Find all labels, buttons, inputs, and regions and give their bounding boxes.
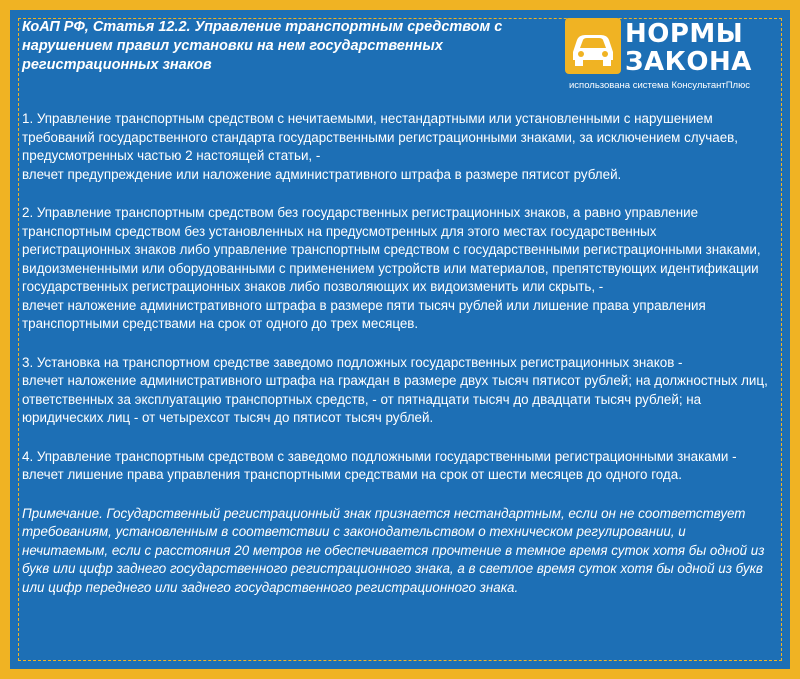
section-text: 1. Управление транспортным средством с нечитаемыми, нестандартными или установленными с нарушением требований государственного стандарта государственными регистрационными знаками, за исключением случаев, предусмотренных частью 2 настоящей статьи, - xyxy=(22,111,738,163)
note xyxy=(22,505,768,598)
car-icon xyxy=(565,18,621,74)
logo-line1: НОРМЫ xyxy=(625,19,744,49)
section-2 xyxy=(22,204,768,334)
section-4 xyxy=(22,448,768,485)
section-penalty: влечет наложение административного штрафа в размере пяти тысяч рублей или лишение права управления транспортными средствами на срок от одного до трех месяцев. xyxy=(22,297,706,331)
logo-subtitle: использована система КонсультантПлюс xyxy=(569,80,750,91)
section-text: 3. Установка на транспортном средстве заведомо подложных государственных регистрационных знаков - xyxy=(22,354,683,370)
section-text: 4. Управление транспортным средством с заведомо подложными государственными регистрационными знаками - xyxy=(22,448,737,464)
article-body xyxy=(22,110,768,597)
note-text: Примечание. Государственный регистрационный знак признается нестандартным, если он не соответствует требованиям, установленным в соответствии с законодательством о техническом регулировании, и нечитаемым, если с расстояния 20 метров не обеспечивается прочтение в темное время суток хотя бы одной из букв или цифр заднего государственного регистрационного знака, а в светлое время суток хотя бы одной из букв или цифр переднего или заднего государственного регистрационного знака. xyxy=(22,505,765,595)
article-title: КоАП РФ, Статья 12.2. Управление транспортным средством с нарушением правил установки на нем государственных регистрационных знаков xyxy=(22,19,503,73)
logo-line2: ЗАКОНА xyxy=(625,47,752,77)
section-penalty: влечет предупреждение или наложение административного штрафа в размере пятисот рублей. xyxy=(22,166,622,182)
section-3 xyxy=(22,354,768,428)
section-text: 2. Управление транспортным средством без государственных регистрационных знаков, а равно управление транспортным средством без установленных на предусмотренных для этого местах государственных регистрационных знаков либо управление транспортным средством с государственными регистрационными знаками, видоизмененными или оборудованными с применением устройств или материалов, препятствующих идентификации государственных регистрационных знаков либо позволяющих их видоизменить или скрыть, - xyxy=(22,205,761,294)
section-penalty: влечет лишение права управления транспортными средствами на срок от шести месяцев до одного года. xyxy=(22,467,682,482)
logo xyxy=(565,18,765,94)
section-1 xyxy=(22,110,768,184)
section-penalty: влечет наложение административного штрафа на граждан в размере двух тысяч пятисот рублей; на должностных лиц, ответственных за эксплуатацию транспортных средств, - от пятнадцати тысяч до двадцати тысяч рублей; на юридических лиц - от четырехсот тысяч до пятисот тысяч рублей. xyxy=(22,373,768,425)
